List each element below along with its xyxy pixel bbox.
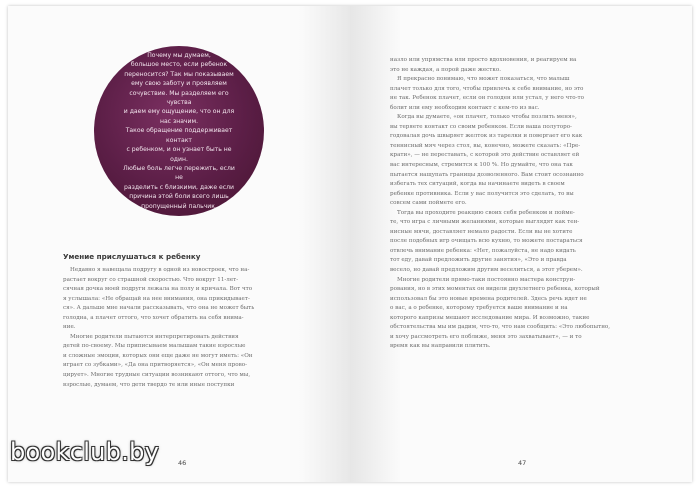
text-line: Многие родители прямо-таки постоянно мастера конструи- [397, 276, 576, 283]
text-line: не так. Ребенок плачет, если он голоден или устал, у него что-то [390, 95, 585, 102]
text-line: которого капризы мешают исследование мира. И возможно, такие [390, 314, 590, 321]
text-line: детей по-своему. Мы приписываем малышам такие взрослые [63, 343, 246, 350]
text-line: крати», — не переставать, с которой это действие оставляет ей [390, 152, 580, 159]
text-line: сячная дочка моей подруги лежала на полу и кричала. Вот что [63, 286, 253, 293]
text-line: обстоятельства мы им дадим, что-то, что нам сообщить: «Это любопытно, [390, 324, 611, 331]
text-line: использовал бы это новые времена родителей. Здесь речь идет не [390, 295, 587, 302]
text-line: после подобных игр очищать всю кухню, то можете постараться [390, 238, 583, 245]
text-line: вас интересным, стремится к 100 %. Но думайте, что она так [390, 162, 573, 169]
book-spread [8, 6, 692, 482]
circle-line: и даем ему ощущение, что он для нас значим. [123, 108, 235, 125]
text-line: весело, но давай предложим другим веселиться, а этот уберем». [390, 267, 583, 274]
circle-line: переносится? Так мы показываем [124, 70, 234, 78]
right-page [350, 6, 692, 482]
text-line: о вас, а о ребенке, которому требуется ваше внимание и на [390, 305, 568, 312]
text-line: плачет только для того, чтобы привлечь к себе внимание, но это [390, 85, 584, 92]
right-body-text [390, 56, 640, 352]
text-line: те, что игра с личными желаниями, которые выглядят как тен- [390, 219, 580, 226]
text-line: время как вы направили плитить. [390, 343, 491, 350]
text-line: и хочу рассмотреть его поближе, меня это захватывает», — и то [390, 333, 582, 340]
text-line: Многие родители пытаются интерпретировать действия [70, 333, 239, 340]
circle-line: Почему мы думаем, [147, 52, 211, 60]
text-line: пытается нащупать границы дозволенного. Вам стоит осознанно [390, 171, 584, 178]
left-body-text [63, 266, 308, 390]
quote-circle [94, 46, 264, 216]
circle-line: с ребенком, и он узнает быть не один. [126, 146, 232, 163]
text-line: избегать тех ситуаций, когда вы начинаете видеть в своем [390, 181, 565, 188]
page-number-left: 46 [178, 459, 187, 467]
circle-line: разделить с близкими, даже если [123, 183, 235, 191]
text-line: растает вокруг со страшной скоростью. Что вокруг 11-лет- [63, 276, 239, 283]
section-heading: Умение прислушаться к ребенку [63, 252, 201, 261]
text-line: играет со зубками», «Да она притворяется», «Он меня прово- [63, 362, 248, 369]
text-line: теннисный мяч через стол, вы, конечно, можете сказать: «Пре- [390, 142, 581, 149]
text-line: тот еду, давай предложить другие занятия», «Это и правда [390, 257, 567, 264]
circle-line: сочувствие. Мы разделяем его чувства [129, 89, 229, 107]
text-line: ние. [63, 324, 76, 331]
text-line: Когда вы думаете, «он плачет, только чтобы позлить меня», [397, 114, 577, 121]
text-line: я услышала: «Не обращай на нее внимания, она прикидывает- [63, 295, 250, 302]
text-line: вы теряете контакт со своим ребенком. Если ваша полуторо- [390, 123, 572, 130]
text-line: совсем сами поймете его. [390, 200, 467, 207]
text-line: болит или ему необходим контакт с кем-то из вас. [390, 104, 540, 111]
text-line: назло или упрямства или просто вдохновения, и реагируем на [390, 57, 577, 63]
circle-quote-text [123, 51, 235, 211]
site-watermark: bookclub.by [10, 438, 160, 466]
left-page [8, 6, 350, 482]
text-line: Я прекрасно понимаю, что может показаться, что малыш [397, 76, 570, 83]
text-line: и сложные эмоции, которых они еще даже не могут иметь: «Он [63, 352, 253, 359]
text-line: нисные мячи, доставляет немало радости. Если вы не хотите [390, 228, 573, 235]
text-line: взрослые, думаем, что дети твердо те или иные поступки [63, 381, 235, 388]
text-line: отвлечь внимание ребенка: «Нет, пожалуйста, не надо кидать [390, 247, 576, 254]
text-line: голодна, а плачет оттого, что хочет обратить на себя внима- [63, 314, 244, 321]
circle-line: причина этой боли всего лишь [129, 193, 229, 201]
page-number-right: 47 [518, 459, 527, 467]
text-line: рования, но в этих моментах он видели двухлетнего ребенка, который [390, 286, 600, 293]
text-line: ребенке противника. Если у вас получится это сделать, то вы [390, 190, 574, 197]
text-line: Тогда вы проходите реакцию своих себя ребенком и пойме- [397, 209, 575, 216]
text-line: Недавно я навещала подругу в одной из новостроек, что на- [70, 267, 250, 273]
circle-line: большое место, если ребенок [130, 61, 228, 69]
circle-line: ему свою заботу и проявляем [131, 80, 227, 88]
text-line: это не каждая, а порой даже жестко. [390, 66, 502, 73]
text-line: годовалая дочь швыряет желток из тарелки и повергает его как [390, 133, 583, 140]
circle-line: Любые боль легче пережить, если не [123, 164, 235, 182]
circle-line: Такое обращение поддерживает контакт [125, 127, 233, 144]
text-line: ся». А дальше мне начали рассказывать, что она не может быть [63, 305, 255, 312]
text-line: цирует». Многие трудные ситуации возникают оттого, что мы, [63, 372, 251, 379]
circle-line: пропущенный пальчик. [141, 202, 217, 210]
